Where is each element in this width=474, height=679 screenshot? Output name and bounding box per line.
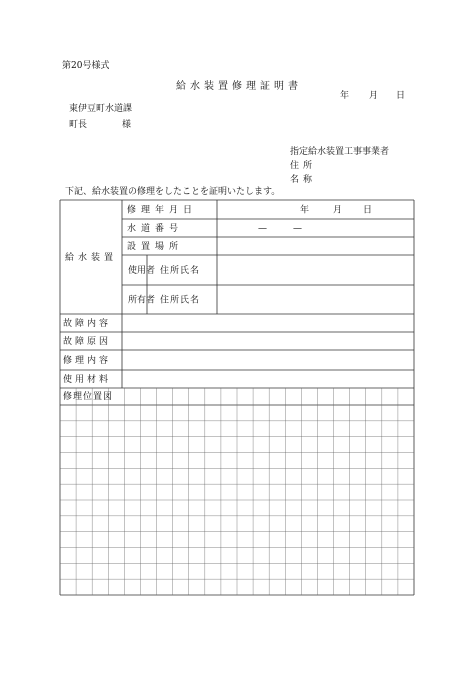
row-value-part: 月 xyxy=(333,205,343,216)
row-label: 水道番号 xyxy=(127,224,184,234)
row-prefix: 所有者 xyxy=(128,295,156,306)
addressee-honorific: 様 xyxy=(122,120,132,130)
lower-row-label: 使用材料 xyxy=(63,375,112,385)
diagram-grid xyxy=(60,388,414,595)
lower-row-label: 修理内容 xyxy=(63,356,112,366)
date-year: 年 xyxy=(340,91,350,101)
row-label: 設置場所 xyxy=(127,242,184,252)
row-value-part: — xyxy=(258,224,267,234)
contractor-heading: 指定給水装置工事事業者 xyxy=(290,147,390,157)
addressee-head: 町長 xyxy=(69,120,88,130)
row-value-part: — xyxy=(293,224,302,234)
row-label: 修理年月日 xyxy=(127,205,198,216)
form-number: 第20号様式 xyxy=(62,61,110,71)
page-title: 給水装置修理証明書 xyxy=(176,81,302,92)
date-month: 月 xyxy=(369,91,379,101)
row-label: 住所氏名 xyxy=(160,266,201,276)
row-prefix: 使用者 xyxy=(128,266,156,276)
row-label: 住所氏名 xyxy=(160,295,201,306)
addressee-org: 東伊豆町水道課 xyxy=(69,104,133,114)
table-text xyxy=(63,204,372,403)
row-value-part: 日 xyxy=(363,205,373,216)
contractor-name-label: 名称 xyxy=(290,175,317,185)
diagram-label: 修理位置図 xyxy=(63,392,114,402)
date-day: 日 xyxy=(396,91,406,101)
group-label: 給水装置 xyxy=(64,253,118,263)
row-value-part: 年 xyxy=(300,205,310,216)
lower-row-label: 故障内容 xyxy=(63,319,112,329)
statement-text: 下記、給水装置の修理をしたことを証明いたします。 xyxy=(65,187,281,197)
lower-row-label: 故障原因 xyxy=(63,337,112,347)
contractor-address-label: 住所 xyxy=(290,161,317,171)
